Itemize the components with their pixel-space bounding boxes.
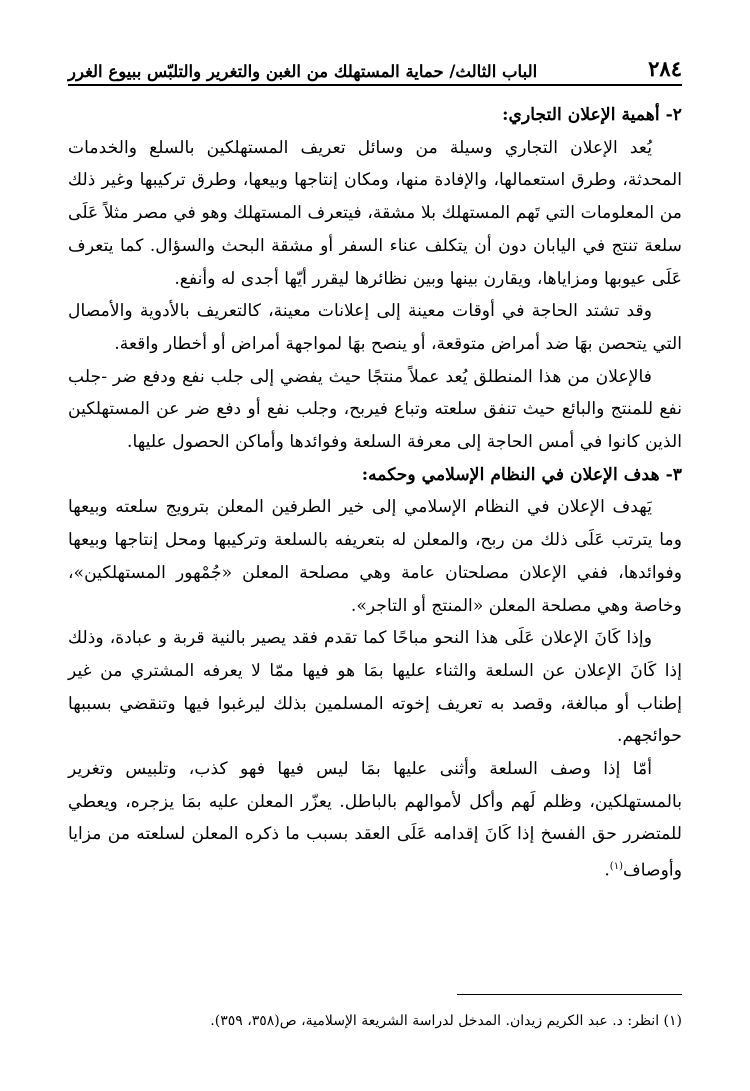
section-heading: ٢- أهمية الإعلان التجاري: xyxy=(502,105,682,125)
body-text xyxy=(68,99,682,888)
footnote-marker[interactable]: (١) xyxy=(609,861,623,873)
paragraph: وإذا كَانَ الإعلان عَلَى هذا النحو مباحًا كما تقدم فقد يصير بالنية قربة و عبادة، وذلك إذا كَانَ الإعلان عن السلعة والثناء عليها بمَا هو فيها ممّا لا يعرفه المشتري من غير إطناب أو مبالغة، وقصد به تعريف إخوته المسلمين بذلك ليرغبوا فيها وتنقضي بسببها حوائجهم. xyxy=(68,628,682,747)
running-title: الباب الثالث/ حماية المستهلك من الغبن والتغرير والتلبّس ببيوع الغرر xyxy=(68,62,538,81)
paragraph: فالإعلان من هذا المنطلق يُعد عملاً منتجًا حيث يفضي إلى جلب نفع ودفع ضر -جلب نفع للمنتج والبائع حيث تنفق سلعته وتباع فيربح، وجلب نفع أو دفع ضر عن المستهلكين الذين كانوا في أمس الحاجة إلى معرفة السلعة وفوائدها وأماكن الحصول عليها. xyxy=(68,366,682,453)
paragraph: يَهدف الإعلان في النظام الإسلامي إلى خير الطرفين المعلن بترويج سلعته وبيعها وما يترتب عَلَى ذلك من ربح، والمعلن له بتعريفه بالسلعة وتركيبها ومحل إنتاجها وبيعها وفوائدها، ففي الإعلان مصلحتان عامة وهي مصلحة المعلن «جُمْهور المستهلكين»، وخاصة وهي مصلحة المعلن «المنتج أو التاجر». xyxy=(68,497,682,616)
paragraph xyxy=(68,753,682,888)
paragraph: وقد تشتد الحاجة في أوقات معينة إلى إعلانات معينة، كالتعريف بالأدوية والأمصال التي يتحصن بهَا ضد أمراض متوقعة، أو ينصح بهَا لمواجهة أمراض أو أخطار واقعة. xyxy=(68,301,682,354)
paragraph: يُعد الإعلان التجاري وسيلة من وسائل تعريف المستهلكين بالسلع والخدمات المحدثة، وطرق استعمالها، والإفادة منها، ومكان إنتاجها وبيعها، وطرق تركيبها وغير ذلك من المعلومات التي تَهم المستهلك بلا مشقة، فيتعرف المستهلك وهو في مصر مثلاً عَلَى سلعة تنتج في اليابان دون أن يتكلف عناء السفر أو مشقة البحث والسؤال. كما يتعرف عَلَى عيوبها ومزاياها، ويقارن بينها وبين نظائرها ليقرر أيّها أجدى له وأنفع. xyxy=(68,137,682,289)
footnote: (١) انظر: د. عبد الكريم زيدان. المدخل لدراسة الشريعة الإسلامية، ص(٣٥٨، ٣٥٩). xyxy=(210,1013,682,1029)
paragraph-text: أمّا إذا وصف السلعة وأثنى عليها بمَا ليس فيها فهو كذب، وتلبيس وتغرير بالمستهلكين، وظلم لَهم وأكل لأموالهم بالباطل. يعزّر المعلن عليه بمَا يزجره، ويعطي للمتضرر حق الفسخ إذا كَانَ إقدامه عَلَى العقد بسبب ما ذكره المعلن لسلعته من مزايا وأوصاف xyxy=(68,759,682,881)
paragraph-end: . xyxy=(604,860,610,881)
page-header xyxy=(68,52,682,86)
section-heading: ٣- هدف الإعلان في النظام الإسلامي وحكمه: xyxy=(361,464,682,485)
page-number: ٢٨٤ xyxy=(648,56,682,81)
footnote-divider xyxy=(457,994,682,995)
